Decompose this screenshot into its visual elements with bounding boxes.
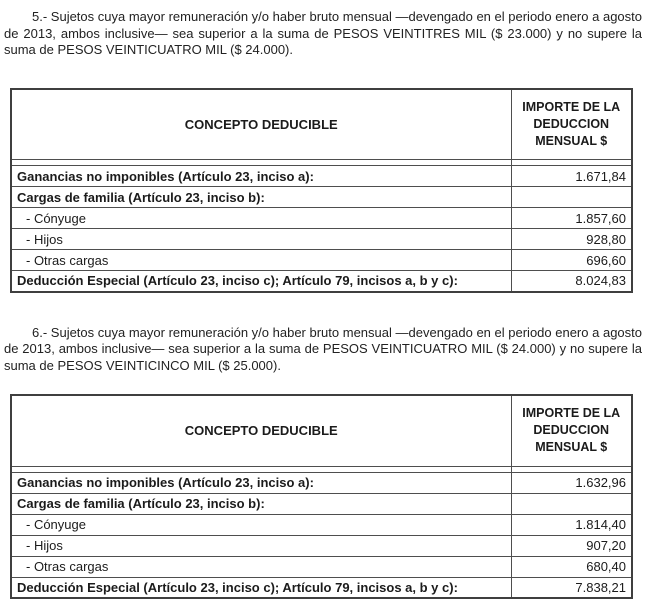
concept-cell: - Cónyuge: [11, 514, 511, 535]
table-row: [11, 472, 632, 493]
amount-cell: 1.632,96: [511, 472, 632, 493]
amount-cell: 696,60: [511, 250, 632, 271]
amount-cell: 680,40: [511, 556, 632, 577]
concept-cell: Cargas de familia (Artículo 23, inciso b):: [11, 493, 511, 514]
concept-cell: Ganancias no imponibles (Artículo 23, inciso a):: [11, 472, 511, 493]
amount-cell: 1.671,84: [511, 166, 632, 187]
amount-cell: [511, 493, 632, 514]
concept-cell: Cargas de familia (Artículo 23, inciso b):: [11, 187, 511, 208]
amount-column-header: IMPORTE DE LA DEDUCCION MENSUAL $: [511, 89, 632, 160]
amount-cell: [511, 187, 632, 208]
concept-column-header: CONCEPTO DEDUCIBLE: [11, 395, 511, 466]
table-row: [11, 229, 632, 250]
amount-cell: 7.838,21: [511, 577, 632, 598]
table-header-row: [11, 395, 632, 466]
table-row: [11, 556, 632, 577]
concept-cell: Deducción Especial (Artículo 23, inciso c); Artículo 79, incisos a, b y c):: [11, 577, 511, 598]
concept-column-header: CONCEPTO DEDUCIBLE: [11, 89, 511, 160]
table-header-row: [11, 89, 632, 160]
concept-cell: - Otras cargas: [11, 556, 511, 577]
table-row: [11, 577, 632, 598]
amount-cell: 1.814,40: [511, 514, 632, 535]
table-row: [11, 208, 632, 229]
table-row: [11, 514, 632, 535]
table-row: [11, 493, 632, 514]
concept-cell: - Cónyuge: [11, 208, 511, 229]
concept-cell: Deducción Especial (Artículo 23, inciso c); Artículo 79, incisos a, b y c):: [11, 271, 511, 292]
deduction-table-5: [10, 88, 633, 293]
table-row: [11, 166, 632, 187]
concept-cell: - Otras cargas: [11, 250, 511, 271]
concept-cell: Ganancias no imponibles (Artículo 23, inciso a):: [11, 166, 511, 187]
table-row: [11, 535, 632, 556]
concept-cell: - Hijos: [11, 229, 511, 250]
deduction-table-6: [10, 394, 633, 599]
concept-cell: - Hijos: [11, 535, 511, 556]
amount-cell: 928,80: [511, 229, 632, 250]
paragraph-item-5: 5.- Sujetos cuya mayor remuneración y/o haber bruto mensual —devengado en el periodo enero a agosto de 2013, ambos inclusive— sea superior a la suma de PESOS VEINTITRES MIL ($ 23.000) y no supere la suma de PESOS VEINTICUATRO MIL ($ 24.000).: [4, 9, 642, 57]
table-row: [11, 271, 632, 292]
amount-cell: 8.024,83: [511, 271, 632, 292]
table-row: [11, 187, 632, 208]
table-row: [11, 250, 632, 271]
amount-cell: 1.857,60: [511, 208, 632, 229]
paragraph-item-6: 6.- Sujetos cuya mayor remuneración y/o haber bruto mensual —devengado en el periodo enero a agosto de 2013, ambos inclusive— sea superior a la suma de PESOS VEINTICUATRO MIL ($ 24.000) y no supere la suma de PESOS VEINTICINCO MIL ($ 25.000).: [4, 324, 642, 373]
amount-column-header: IMPORTE DE LA DEDUCCION MENSUAL $: [511, 395, 632, 466]
amount-cell: 907,20: [511, 535, 632, 556]
